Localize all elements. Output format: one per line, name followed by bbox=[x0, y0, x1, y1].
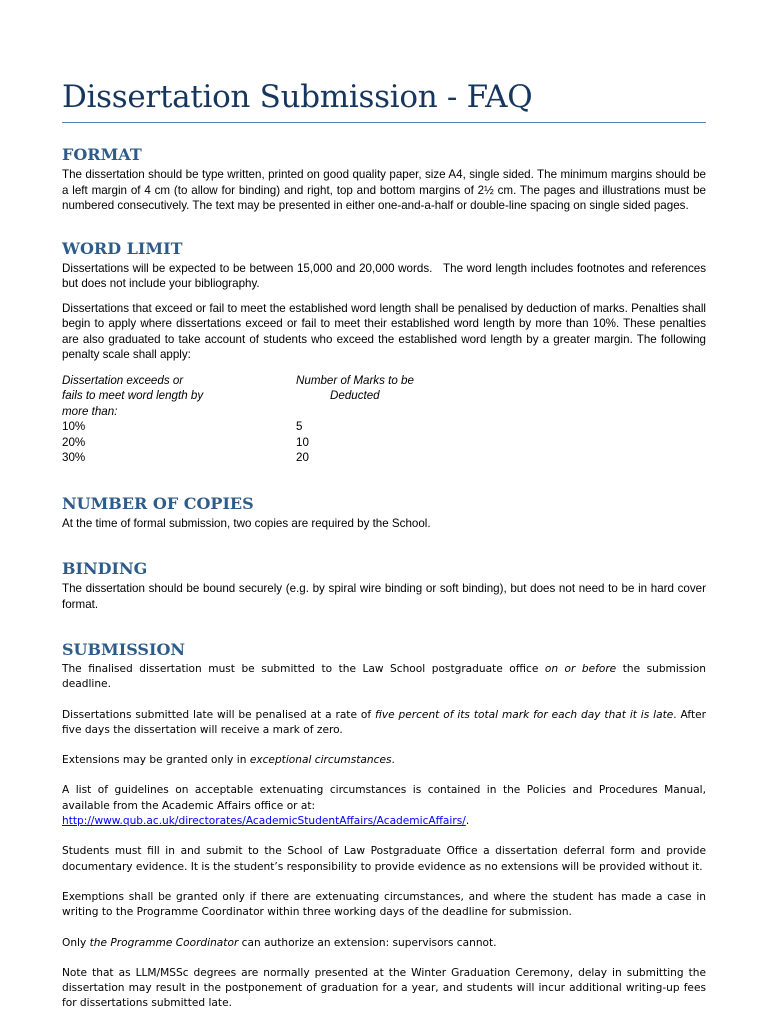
academic-affairs-link[interactable]: http://www.qub.ac.uk/directorates/AcademicStudentAffairs/AcademicAffairs/ bbox=[62, 815, 466, 828]
submission-paragraph-8: Note that as LLM/MSSc degrees are normally presented at the Winter Graduation Ceremony, delay in submitting the dissertation may result in the postponement of graduation for a year, and students will incur additional writing-up fees for dissertations submitted late. bbox=[62, 966, 706, 1010]
word-limit-paragraph-1: Dissertations will be expected to be between 15,000 and 20,000 words. The word length includes footnotes and references but does not include your bibliography. bbox=[62, 261, 710, 290]
penalty-column-threshold bbox=[62, 373, 282, 466]
binding-heading: BINDING bbox=[62, 559, 148, 578]
emphasis: the Programme Coordinator bbox=[89, 936, 239, 949]
marks-cell: 5 bbox=[296, 420, 303, 433]
submission-section bbox=[62, 640, 706, 1012]
submission-paragraph-5: Students must fill in and submit to the School of Law Postgraduate Office a dissertation deferral form and provide documentary evidence. It is the student’s responsibility to provide evidence as no extensions will be provided without it. bbox=[62, 845, 706, 873]
marks-cell: 10 bbox=[296, 435, 309, 449]
submission-paragraph-3: Extensions may be granted only in exceptional circumstances. bbox=[62, 754, 395, 767]
threshold-cell: 30% bbox=[62, 451, 86, 464]
submission-paragraph-6: Exemptions shall be granted only if there are extenuating circumstances, and where the student has made a case in writing to the Programme Coordinator within three working days of the deadline for submission. bbox=[62, 890, 706, 919]
submission-paragraph-1: The finalised dissertation must be submitted to the Law School postgraduate office on or before the submission deadline. bbox=[62, 663, 706, 691]
penalty-table bbox=[62, 373, 706, 466]
marks-header-line: Deducted bbox=[330, 389, 380, 402]
word-limit-paragraph-2: Dissertations that exceed or fail to meet the established word length shall be penalised by deduction of marks. Penalties shall begin to apply where dissertations exceed or fail to meet their established word length by more than 10%. These penalties are also graduated to take account of students who exceed the established word length by a greater margin. The following penalty scale shall apply: bbox=[62, 301, 706, 361]
threshold-header-line: fails to meet word length by bbox=[62, 389, 204, 402]
emphasis: exceptional circumstances bbox=[249, 754, 392, 767]
emphasis: five percent of its total mark for each day that it is late bbox=[374, 708, 674, 721]
marks-cell: 20 bbox=[296, 451, 309, 464]
submission-paragraph-4: A list of guidelines on acceptable extenuating circumstances is contained in the Policies and Procedures Manual, available from the Academic Affairs office or at: http://www.qub.ac.uk/directorates/AcademicStudentAffairs/AcademicAffairs/. bbox=[62, 784, 706, 828]
penalty-column-marks bbox=[296, 373, 496, 466]
binding-section bbox=[62, 559, 706, 612]
threshold-header-line: Dissertation exceeds or bbox=[62, 373, 184, 387]
submission-paragraph-2: Dissertations submitted late will be penalised at a rate of five percent of its total mark for each day that it is late. After five days the dissertation will receive a mark of zero. bbox=[62, 708, 706, 736]
threshold-cell: 10% bbox=[62, 420, 86, 433]
format-section bbox=[62, 145, 706, 214]
copies-section bbox=[62, 494, 706, 532]
format-text: The dissertation should be type written, printed on good quality paper, size A4, single sided. The minimum margins should be a left margin of 4 cm (to allow for binding) and right, top and bottom margins of 2½ cm. The pages and illustrations must be numbered consecutively. The text may be presented in either one-and-a-half or double-line spacing on single sided pages. bbox=[62, 168, 706, 212]
binding-text: The dissertation should be bound securely (e.g. by spiral wire binding or soft binding), but does not need to be in hard cover format. bbox=[62, 582, 706, 611]
marks-header-line: Number of Marks to be bbox=[296, 373, 414, 387]
copies-heading: NUMBER OF COPIES bbox=[62, 493, 254, 513]
word-limit-heading: WORD LIMIT bbox=[62, 238, 183, 258]
emphasis: on or before bbox=[544, 663, 617, 675]
submission-heading: SUBMISSION bbox=[62, 640, 186, 659]
word-limit-section bbox=[62, 238, 710, 466]
format-heading: FORMAT bbox=[62, 145, 142, 164]
submission-paragraph-7: Only the Programme Coordinator can authorize an extension: supervisors cannot. bbox=[62, 936, 497, 949]
page-title: Dissertation Submission - FAQ bbox=[62, 79, 533, 115]
threshold-header-line: more than: bbox=[62, 404, 118, 418]
copies-text: At the time of formal submission, two copies are required by the School. bbox=[62, 516, 431, 530]
title-divider bbox=[62, 122, 706, 123]
threshold-cell: 20% bbox=[62, 435, 86, 449]
